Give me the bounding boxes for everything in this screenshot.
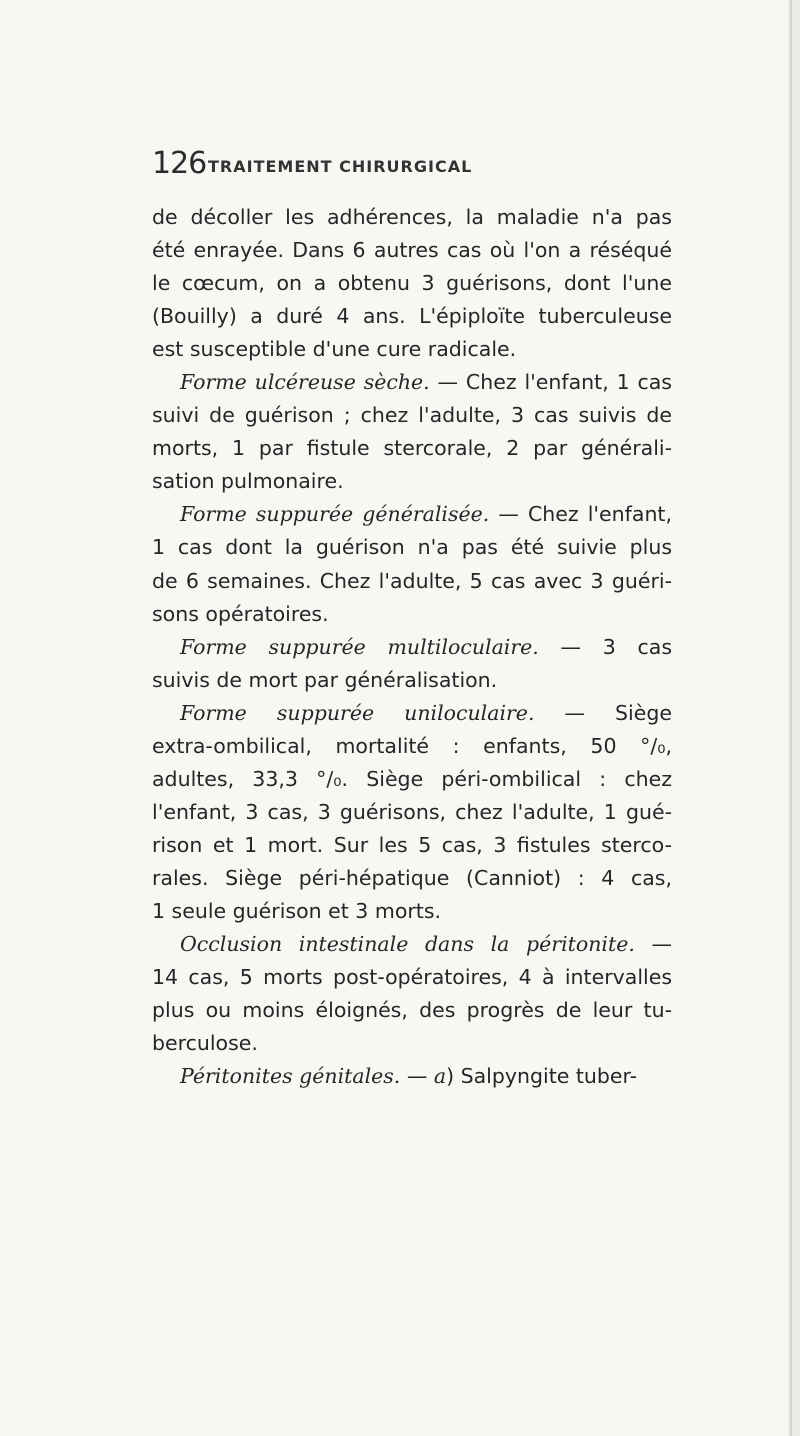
body-text-run: —	[634, 932, 672, 957]
text-line	[152, 697, 672, 730]
text-line	[152, 498, 672, 531]
body-text	[152, 201, 672, 1093]
italic-heading-text: Forme suppurée uniloculaire.	[180, 700, 535, 725]
body-text-run: plus ou moins éloignés, des progrès de leur tu-	[152, 998, 672, 1023]
body-text-run: — Siège	[534, 700, 672, 725]
page-edge-line	[790, 0, 792, 1436]
italic-heading-text: Forme suppurée multiloculaire.	[180, 634, 539, 659]
body-text-run: — Chez l'enfant,	[489, 502, 672, 527]
text-line	[152, 1060, 672, 1093]
body-text-run: morts, 1 par fistule stercorale, 2 par générali-	[152, 436, 672, 461]
body-text-run: — Chez l'enfant, 1 cas	[429, 370, 672, 395]
body-text-run: l'enfant, 3 cas, 3 guérisons, chez l'adulte, 1 gué-	[152, 799, 672, 824]
body-text-run: 1 cas dont la guérison n'a pas été suivie plus	[152, 535, 672, 560]
text-line	[152, 399, 672, 432]
body-text-run: le cœcum, on a obtenu 3 guérisons, dont l'une	[152, 271, 672, 296]
text-line	[152, 234, 672, 267]
text-line	[152, 465, 672, 498]
body-text-run: ) Salpyngite tuber-	[446, 1064, 638, 1089]
text-line	[152, 565, 672, 598]
body-text-run: été enrayée. Dans 6 autres cas où l'on a réséqué	[152, 238, 672, 263]
body-text-run: 14 cas, 5 morts post-opératoires, 4 à intervalles	[152, 965, 672, 990]
text-line	[152, 730, 672, 763]
body-text-run: de 6 semaines. Chez l'adulte, 5 cas avec 3 guéri-	[152, 568, 672, 593]
body-text-run: — 3 cas	[538, 634, 672, 659]
page-header	[152, 146, 672, 196]
body-text-run: 1 seule guérison et 3 morts.	[152, 898, 442, 923]
italic-heading-text: Occlusion intestinale dans la péritonite.	[180, 932, 635, 957]
text-line	[152, 267, 672, 300]
text-line	[152, 333, 672, 366]
text-line	[152, 631, 672, 664]
italic-heading-text: a	[433, 1064, 447, 1089]
text-line	[152, 201, 672, 234]
body-text-run: rison et 1 mort. Sur les 5 cas, 3 fistules sterco-	[152, 832, 672, 857]
body-text-run: est susceptible d'une cure radicale.	[152, 337, 517, 362]
text-line	[152, 961, 672, 994]
text-line	[152, 432, 672, 465]
text-line	[152, 895, 672, 928]
body-text-run: suivis de mort par généralisation.	[152, 667, 498, 692]
body-text-run: (Bouilly) a duré 4 ans. L'épiploïte tuberculeuse	[152, 304, 672, 329]
text-line	[152, 664, 672, 697]
text-line	[152, 829, 672, 862]
body-text-run: adultes, 33,3 °/₀. Siège péri-ombilical : chez	[152, 766, 672, 791]
text-line	[152, 598, 672, 631]
body-text-run: —	[400, 1064, 434, 1089]
text-line	[152, 531, 672, 564]
body-text-run: sons opératoires.	[152, 601, 329, 626]
page-number: 126	[152, 146, 207, 181]
body-text-run: suivi de guérison ; chez l'adulte, 3 cas suivis de	[152, 403, 672, 428]
body-text-run: berculose.	[152, 1031, 258, 1056]
text-line	[152, 366, 672, 399]
body-text-run: extra-ombilical, mortalité : enfants, 50 °/₀,	[152, 733, 672, 758]
running-head: TRAITEMENT CHIRURGICAL	[208, 157, 473, 176]
italic-heading-text: Péritonites génitales.	[180, 1064, 401, 1089]
body-text-run: de décoller les adhérences, la maladie n'a pas	[152, 205, 672, 229]
italic-heading-text: Forme suppurée généralisée.	[180, 502, 490, 527]
text-line	[152, 928, 672, 961]
text-line	[152, 763, 672, 796]
text-line	[152, 994, 672, 1027]
body-text-run: rales. Siège péri-hépatique (Canniot) : 4 cas,	[152, 865, 672, 890]
text-line	[152, 1027, 672, 1060]
text-line	[152, 862, 672, 895]
text-line	[152, 796, 672, 829]
text-line	[152, 300, 672, 333]
body-text-run: sation pulmonaire.	[152, 469, 344, 494]
italic-heading-text: Forme ulcéreuse sèche.	[180, 370, 430, 395]
